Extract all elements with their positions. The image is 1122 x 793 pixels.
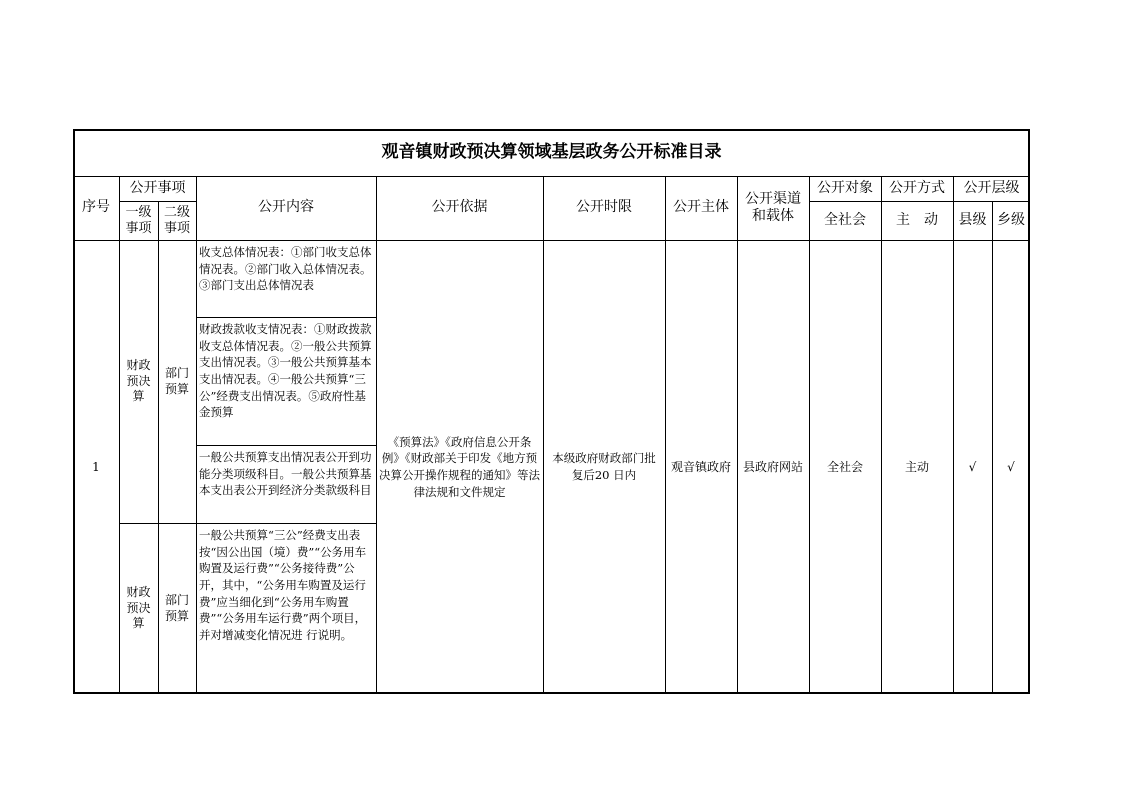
header-county: 县级 (958, 211, 987, 228)
content-item-3: 一般公共预算支出情况表公开到功能分类项级科目。一般公共预算基本支出表公开到经济分类款级科目 (199, 450, 372, 498)
header-seq: 序号 (82, 199, 110, 216)
audience-text: 全社会 (826, 459, 863, 474)
subject-text: 观音镇政府 (670, 459, 731, 474)
header-level2: 二级事项 (163, 204, 190, 236)
content-item-4: 一般公共预算“三公”经费支出表按“因公出国（境）费”“公务用车购置及运行费”“公务接待费”公开，其中，“公务用车购置及运行费”应当细化到“公务用车购置费”“公务用车运行费”两个项目，并对增减变化情况进 行说明。 (199, 528, 367, 643)
content-item-2: 财政拨款收支情况表：①财政拨款收支总体情况表。②一般公共预算支出情况表。③一般公共预算基本支出情况表。④一般公共预算“三公”经费支出情况表。⑤政府性基金预算 (199, 322, 372, 420)
row-seq: 1 (92, 459, 100, 474)
header-mode-value: 主 动 (896, 211, 938, 228)
header-audience: 公开对象 (817, 179, 873, 196)
header-basis: 公开依据 (431, 199, 488, 216)
group1-level1: 财政预决算 (126, 358, 151, 404)
channel-text: 县政府网站 (742, 459, 803, 474)
mode-text: 主动 (904, 459, 929, 474)
header-subject: 公开主体 (673, 199, 729, 216)
group2-level2: 部门预算 (164, 592, 189, 623)
header-level1: 一级事项 (125, 204, 152, 236)
catalog-table (73, 129, 1030, 694)
time-limit-text: 本级政府财政部门批复后20 日内 (552, 451, 656, 482)
header-audience-value: 全社会 (824, 211, 866, 228)
header-time-limit: 公开时限 (576, 199, 632, 216)
group1-level2: 部门预算 (164, 365, 189, 396)
header-channel: 公开渠道和载体 (745, 190, 801, 224)
header-content: 公开内容 (258, 199, 314, 216)
header-mode: 公开方式 (889, 179, 945, 196)
header-items-group: 公开事项 (129, 179, 186, 196)
document-title: 观音镇财政预决算领域基层政务公开标准目录 (381, 141, 722, 162)
basis-text: 《预算法》《政府信息公开条 例》《财政部关于印发《地方预决算公开操作规程的通知》等法律法规和文件规定 (379, 434, 540, 499)
township-check: √ (1007, 459, 1015, 474)
header-township: 乡级 (997, 211, 1025, 228)
group2-level1: 财政预决算 (126, 585, 151, 631)
header-level: 公开层级 (963, 179, 1020, 196)
county-check: √ (968, 459, 977, 474)
content-item-1: 收支总体情况表：①部门收支总体情况表。②部门收入总体情况表。③部门支出总体情况表 (199, 245, 372, 293)
